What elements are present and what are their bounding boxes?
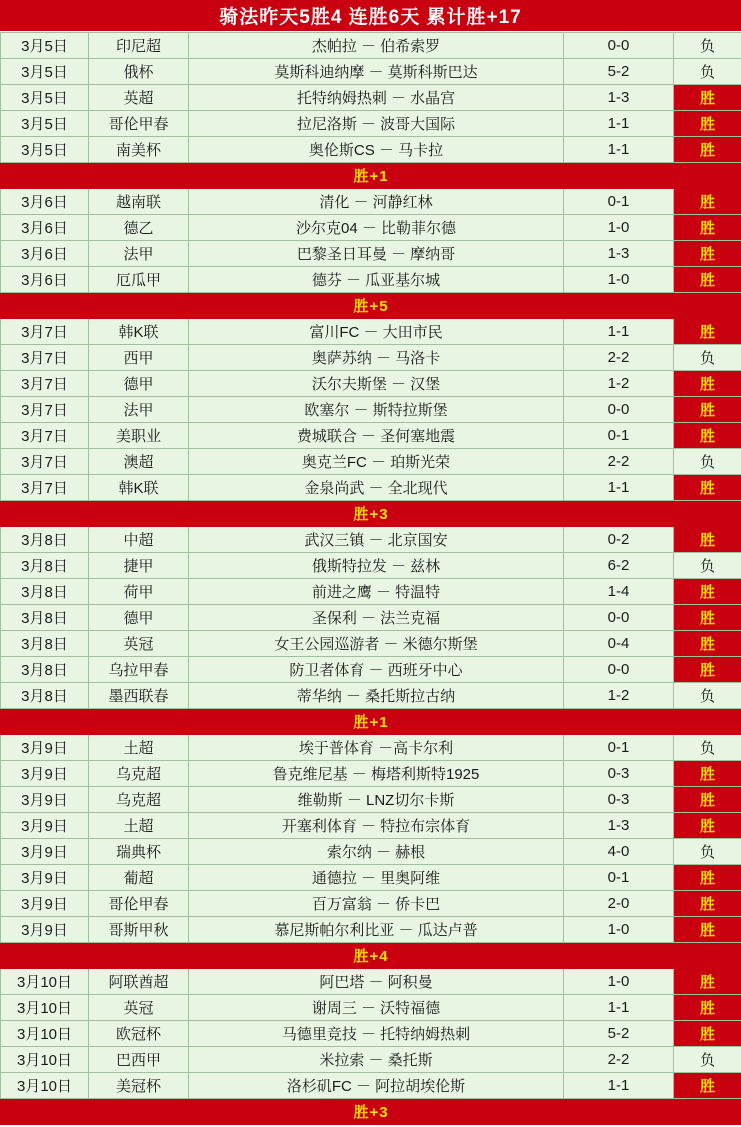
table-row bbox=[1, 969, 741, 995]
match-score: 0-1 bbox=[564, 423, 674, 449]
table-row bbox=[1, 1021, 741, 1047]
league-name: 美职业 bbox=[89, 423, 189, 449]
league-name: 南美杯 bbox=[89, 137, 189, 163]
table-row bbox=[1, 319, 741, 345]
match-date: 3月7日 bbox=[1, 423, 89, 449]
summary-row bbox=[1, 943, 741, 969]
match-date: 3月10日 bbox=[1, 1047, 89, 1073]
table-row bbox=[1, 683, 741, 709]
match-date: 3月5日 bbox=[1, 137, 89, 163]
table-row bbox=[1, 215, 741, 241]
table-row bbox=[1, 657, 741, 683]
match-teams: 蒂华纳 － 桑托斯拉古纳 bbox=[189, 683, 564, 709]
match-teams: 索尔纳 － 赫根 bbox=[189, 839, 564, 865]
table-row bbox=[1, 917, 741, 943]
match-date: 3月10日 bbox=[1, 995, 89, 1021]
league-name: 哥伦甲春 bbox=[89, 111, 189, 137]
match-score: 0-0 bbox=[564, 605, 674, 631]
match-teams: 沃尔夫斯堡 － 汉堡 bbox=[189, 371, 564, 397]
match-teams: 莫斯科迪纳摩 － 莫斯科斯巴达 bbox=[189, 59, 564, 85]
match-date: 3月8日 bbox=[1, 605, 89, 631]
table-row bbox=[1, 59, 741, 85]
league-name: 法甲 bbox=[89, 241, 189, 267]
match-date: 3月7日 bbox=[1, 397, 89, 423]
league-name: 墨西联春 bbox=[89, 683, 189, 709]
result-badge: 负 bbox=[674, 553, 741, 579]
summary-row bbox=[1, 501, 741, 527]
result-badge: 胜 bbox=[674, 969, 741, 995]
table-row bbox=[1, 111, 741, 137]
match-teams: 开塞利体育 － 特拉布宗体育 bbox=[189, 813, 564, 839]
match-date: 3月5日 bbox=[1, 111, 89, 137]
match-score: 2-2 bbox=[564, 449, 674, 475]
league-name: 美冠杯 bbox=[89, 1073, 189, 1099]
table-row bbox=[1, 579, 741, 605]
match-teams: 费城联合 － 圣何塞地震 bbox=[189, 423, 564, 449]
match-score: 2-2 bbox=[564, 1047, 674, 1073]
match-date: 3月5日 bbox=[1, 85, 89, 111]
match-teams: 杰帕拉 － 伯希索罗 bbox=[189, 33, 564, 59]
match-date: 3月8日 bbox=[1, 683, 89, 709]
match-score: 1-1 bbox=[564, 137, 674, 163]
table-row bbox=[1, 865, 741, 891]
match-score: 1-4 bbox=[564, 579, 674, 605]
table-row bbox=[1, 85, 741, 111]
match-teams: 武汉三镇 － 北京国安 bbox=[189, 527, 564, 553]
league-name: 厄瓜甲 bbox=[89, 267, 189, 293]
match-teams: 欧塞尔 － 斯特拉斯堡 bbox=[189, 397, 564, 423]
match-score: 0-0 bbox=[564, 657, 674, 683]
result-badge: 负 bbox=[674, 1047, 741, 1073]
summary-text: 胜+3 bbox=[1, 501, 741, 527]
match-teams: 奥克兰FC － 珀斯光荣 bbox=[189, 449, 564, 475]
league-name: 欧冠杯 bbox=[89, 1021, 189, 1047]
match-score: 0-0 bbox=[564, 33, 674, 59]
table-row bbox=[1, 787, 741, 813]
league-name: 中超 bbox=[89, 527, 189, 553]
match-teams: 富川FC － 大田市民 bbox=[189, 319, 564, 345]
result-badge: 胜 bbox=[674, 787, 741, 813]
match-score: 5-2 bbox=[564, 59, 674, 85]
result-badge: 负 bbox=[674, 59, 741, 85]
summary-row bbox=[1, 163, 741, 189]
match-score: 1-2 bbox=[564, 683, 674, 709]
result-badge: 胜 bbox=[674, 137, 741, 163]
match-score: 1-1 bbox=[564, 111, 674, 137]
match-date: 3月10日 bbox=[1, 969, 89, 995]
match-teams: 洛杉矶FC － 阿拉胡埃伦斯 bbox=[189, 1073, 564, 1099]
match-teams: 奥萨苏纳 － 马洛卡 bbox=[189, 345, 564, 371]
league-name: 英冠 bbox=[89, 631, 189, 657]
match-score: 1-3 bbox=[564, 241, 674, 267]
result-badge: 胜 bbox=[674, 397, 741, 423]
results-table-body bbox=[1, 33, 741, 1125]
match-date: 3月8日 bbox=[1, 657, 89, 683]
match-date: 3月9日 bbox=[1, 839, 89, 865]
match-date: 3月6日 bbox=[1, 189, 89, 215]
match-score: 2-2 bbox=[564, 345, 674, 371]
match-teams: 清化 － 河静红林 bbox=[189, 189, 564, 215]
match-teams: 谢周三 － 沃特福德 bbox=[189, 995, 564, 1021]
league-name: 乌拉甲春 bbox=[89, 657, 189, 683]
match-score: 2-0 bbox=[564, 891, 674, 917]
match-date: 3月8日 bbox=[1, 553, 89, 579]
table-row bbox=[1, 839, 741, 865]
table-row bbox=[1, 761, 741, 787]
summary-row bbox=[1, 709, 741, 735]
league-name: 巴西甲 bbox=[89, 1047, 189, 1073]
match-teams: 埃于普体育 －高卡尔利 bbox=[189, 735, 564, 761]
table-row bbox=[1, 891, 741, 917]
table-row bbox=[1, 189, 741, 215]
match-score: 1-1 bbox=[564, 1073, 674, 1099]
match-score: 6-2 bbox=[564, 553, 674, 579]
match-teams: 俄斯特拉发 － 兹林 bbox=[189, 553, 564, 579]
match-score: 0-3 bbox=[564, 761, 674, 787]
match-teams: 前进之鹰 － 特温特 bbox=[189, 579, 564, 605]
summary-text: 胜+3 bbox=[1, 1099, 741, 1125]
match-date: 3月6日 bbox=[1, 241, 89, 267]
league-name: 韩K联 bbox=[89, 319, 189, 345]
match-teams: 沙尔克04 － 比勒菲尔德 bbox=[189, 215, 564, 241]
league-name: 英冠 bbox=[89, 995, 189, 1021]
match-date: 3月7日 bbox=[1, 449, 89, 475]
results-table bbox=[0, 32, 741, 1125]
league-name: 印尼超 bbox=[89, 33, 189, 59]
match-date: 3月7日 bbox=[1, 345, 89, 371]
match-date: 3月8日 bbox=[1, 631, 89, 657]
match-score: 0-1 bbox=[564, 865, 674, 891]
result-badge: 胜 bbox=[674, 813, 741, 839]
match-score: 1-3 bbox=[564, 813, 674, 839]
match-score: 1-1 bbox=[564, 319, 674, 345]
match-teams: 防卫者体育 － 西班牙中心 bbox=[189, 657, 564, 683]
table-row bbox=[1, 1047, 741, 1073]
league-name: 德甲 bbox=[89, 605, 189, 631]
match-teams: 米拉索 － 桑托斯 bbox=[189, 1047, 564, 1073]
league-name: 荷甲 bbox=[89, 579, 189, 605]
match-score: 1-3 bbox=[564, 85, 674, 111]
table-row bbox=[1, 475, 741, 501]
league-name: 韩K联 bbox=[89, 475, 189, 501]
result-badge: 负 bbox=[674, 33, 741, 59]
table-row bbox=[1, 137, 741, 163]
result-badge: 胜 bbox=[674, 475, 741, 501]
league-name: 澳超 bbox=[89, 449, 189, 475]
result-badge: 胜 bbox=[674, 995, 741, 1021]
match-date: 3月9日 bbox=[1, 761, 89, 787]
league-name: 哥斯甲秋 bbox=[89, 917, 189, 943]
league-name: 越南联 bbox=[89, 189, 189, 215]
match-score: 1-0 bbox=[564, 215, 674, 241]
league-name: 俄杯 bbox=[89, 59, 189, 85]
result-badge: 负 bbox=[674, 683, 741, 709]
table-row bbox=[1, 423, 741, 449]
league-name: 法甲 bbox=[89, 397, 189, 423]
summary-row bbox=[1, 293, 741, 319]
match-date: 3月9日 bbox=[1, 735, 89, 761]
table-row bbox=[1, 735, 741, 761]
result-badge: 负 bbox=[674, 449, 741, 475]
match-date: 3月9日 bbox=[1, 891, 89, 917]
match-date: 3月7日 bbox=[1, 475, 89, 501]
match-score: 0-2 bbox=[564, 527, 674, 553]
result-badge: 负 bbox=[674, 345, 741, 371]
table-row bbox=[1, 371, 741, 397]
result-badge: 胜 bbox=[674, 319, 741, 345]
match-teams: 托特纳姆热刺 － 水晶宫 bbox=[189, 85, 564, 111]
result-badge: 胜 bbox=[674, 423, 741, 449]
result-badge: 胜 bbox=[674, 761, 741, 787]
match-score: 1-0 bbox=[564, 969, 674, 995]
result-badge: 胜 bbox=[674, 605, 741, 631]
match-teams: 圣保利 － 法兰克福 bbox=[189, 605, 564, 631]
match-teams: 德芬 － 瓜亚基尔城 bbox=[189, 267, 564, 293]
league-name: 西甲 bbox=[89, 345, 189, 371]
result-badge: 胜 bbox=[674, 1021, 741, 1047]
match-teams: 维勒斯 － LNZ切尔卡斯 bbox=[189, 787, 564, 813]
table-row bbox=[1, 267, 741, 293]
result-badge: 胜 bbox=[674, 579, 741, 605]
league-name: 阿联酋超 bbox=[89, 969, 189, 995]
league-name: 瑞典杯 bbox=[89, 839, 189, 865]
result-badge: 胜 bbox=[674, 631, 741, 657]
table-row bbox=[1, 995, 741, 1021]
match-date: 3月9日 bbox=[1, 865, 89, 891]
league-name: 乌克超 bbox=[89, 761, 189, 787]
match-teams: 奥伦斯CS － 马卡拉 bbox=[189, 137, 564, 163]
league-name: 德乙 bbox=[89, 215, 189, 241]
match-score: 5-2 bbox=[564, 1021, 674, 1047]
result-badge: 胜 bbox=[674, 85, 741, 111]
match-date: 3月7日 bbox=[1, 371, 89, 397]
match-date: 3月6日 bbox=[1, 215, 89, 241]
summary-row bbox=[1, 1099, 741, 1125]
match-score: 0-1 bbox=[564, 735, 674, 761]
result-badge: 胜 bbox=[674, 1073, 741, 1099]
table-row bbox=[1, 397, 741, 423]
table-row bbox=[1, 33, 741, 59]
match-score: 0-0 bbox=[564, 397, 674, 423]
match-teams: 通德拉 － 里奥阿维 bbox=[189, 865, 564, 891]
match-date: 3月9日 bbox=[1, 917, 89, 943]
table-row bbox=[1, 553, 741, 579]
match-teams: 女王公园巡游者 － 米德尔斯堡 bbox=[189, 631, 564, 657]
result-badge: 胜 bbox=[674, 241, 741, 267]
league-name: 土超 bbox=[89, 813, 189, 839]
table-row bbox=[1, 241, 741, 267]
summary-text: 胜+1 bbox=[1, 709, 741, 735]
match-teams: 金泉尚武 － 全北现代 bbox=[189, 475, 564, 501]
league-name: 德甲 bbox=[89, 371, 189, 397]
summary-text: 胜+4 bbox=[1, 943, 741, 969]
result-badge: 胜 bbox=[674, 657, 741, 683]
match-date: 3月5日 bbox=[1, 59, 89, 85]
match-score: 1-1 bbox=[564, 475, 674, 501]
result-badge: 胜 bbox=[674, 267, 741, 293]
summary-text: 胜+5 bbox=[1, 293, 741, 319]
match-score: 1-2 bbox=[564, 371, 674, 397]
result-badge: 胜 bbox=[674, 371, 741, 397]
result-badge: 胜 bbox=[674, 917, 741, 943]
match-date: 3月5日 bbox=[1, 33, 89, 59]
table-row bbox=[1, 1073, 741, 1099]
league-name: 捷甲 bbox=[89, 553, 189, 579]
result-badge: 胜 bbox=[674, 891, 741, 917]
match-score: 0-1 bbox=[564, 189, 674, 215]
summary-text: 胜+1 bbox=[1, 163, 741, 189]
result-badge: 负 bbox=[674, 735, 741, 761]
result-badge: 负 bbox=[674, 839, 741, 865]
match-teams: 巴黎圣日耳曼 － 摩纳哥 bbox=[189, 241, 564, 267]
match-score: 1-1 bbox=[564, 995, 674, 1021]
match-score: 1-0 bbox=[564, 917, 674, 943]
match-score: 0-3 bbox=[564, 787, 674, 813]
match-date: 3月9日 bbox=[1, 787, 89, 813]
table-row bbox=[1, 527, 741, 553]
table-row bbox=[1, 813, 741, 839]
match-teams: 慕尼斯帕尔利比亚 － 瓜达卢普 bbox=[189, 917, 564, 943]
match-score: 0-4 bbox=[564, 631, 674, 657]
match-teams: 阿巴塔 － 阿积曼 bbox=[189, 969, 564, 995]
table-row bbox=[1, 605, 741, 631]
league-name: 哥伦甲春 bbox=[89, 891, 189, 917]
result-badge: 胜 bbox=[674, 215, 741, 241]
league-name: 葡超 bbox=[89, 865, 189, 891]
result-badge: 胜 bbox=[674, 865, 741, 891]
match-date: 3月7日 bbox=[1, 319, 89, 345]
league-name: 英超 bbox=[89, 85, 189, 111]
match-date: 3月6日 bbox=[1, 267, 89, 293]
match-score: 4-0 bbox=[564, 839, 674, 865]
match-date: 3月8日 bbox=[1, 579, 89, 605]
match-date: 3月9日 bbox=[1, 813, 89, 839]
match-teams: 拉尼洛斯 － 波哥大国际 bbox=[189, 111, 564, 137]
table-row bbox=[1, 631, 741, 657]
match-date: 3月10日 bbox=[1, 1073, 89, 1099]
match-teams: 鲁克维尼基 － 梅塔利斯特1925 bbox=[189, 761, 564, 787]
result-badge: 胜 bbox=[674, 189, 741, 215]
match-date: 3月8日 bbox=[1, 527, 89, 553]
page-title: 骑法昨天5胜4 连胜6天 累计胜+17 bbox=[0, 0, 741, 32]
match-score: 1-0 bbox=[564, 267, 674, 293]
match-date: 3月10日 bbox=[1, 1021, 89, 1047]
match-teams: 百万富翁 － 侨卡巴 bbox=[189, 891, 564, 917]
league-name: 土超 bbox=[89, 735, 189, 761]
result-badge: 胜 bbox=[674, 527, 741, 553]
result-badge: 胜 bbox=[674, 111, 741, 137]
league-name: 乌克超 bbox=[89, 787, 189, 813]
table-row bbox=[1, 449, 741, 475]
table-row bbox=[1, 345, 741, 371]
match-teams: 马德里竞技 － 托特纳姆热刺 bbox=[189, 1021, 564, 1047]
